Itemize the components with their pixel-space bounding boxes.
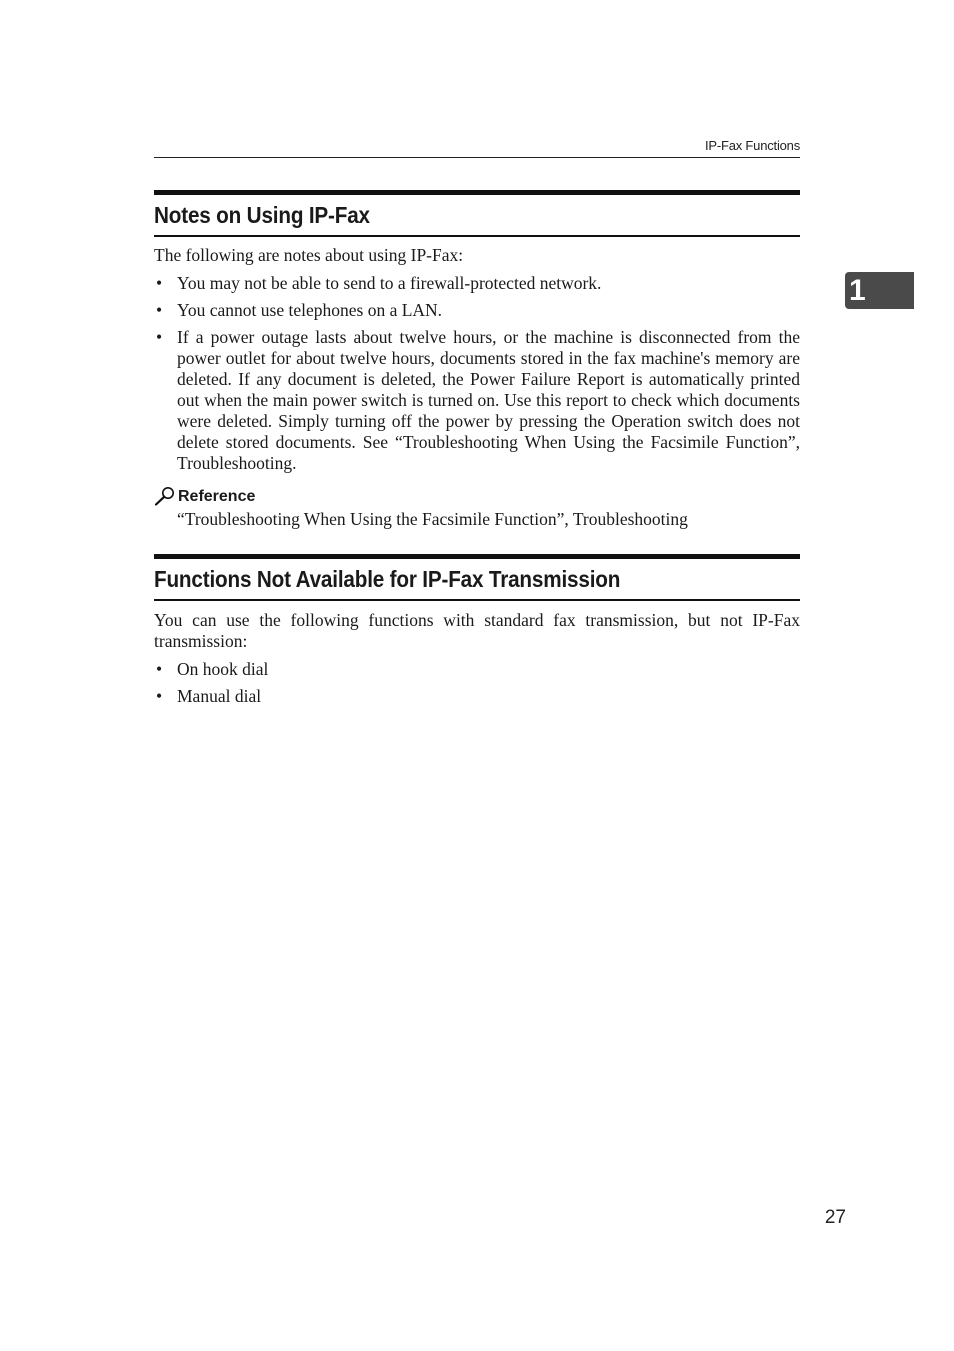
section-title: Functions Not Available for IP-Fax Transmission	[154, 566, 621, 592]
list-item: • If a power outage lasts about twelve hours, or the machine is disconnected from the power outlet for about twelve hours, documents stored in the fax machine's memory are deleted. If any document is deleted, the Power Failure Report is automatically printed out when the main power switch is turned on. Use this report to check which documents were deleted. Simply turning off the power by pressing the Operation switch does not delete stored documents. See “Troubleshooting When Using the Facsimile Function”, Troubleshooting.	[154, 327, 800, 474]
page-number: 27	[824, 1207, 846, 1228]
section-functions	[154, 554, 800, 707]
list-item: • Manual dial	[154, 686, 800, 707]
section-intro: The following are notes about using IP-Fax:	[154, 245, 464, 265]
notes-list	[154, 273, 800, 474]
reference-heading	[154, 486, 800, 506]
magnifier-icon	[154, 486, 176, 506]
list-item: • You may not be able to send to a firewall-protected network.	[154, 273, 800, 294]
reference-block	[154, 486, 800, 530]
section-title: Notes on Using IP-Fax	[154, 202, 370, 228]
section-title-bar	[154, 554, 800, 601]
list-item: • You cannot use telephones on a LAN.	[154, 300, 800, 321]
reference-label: Reference	[178, 488, 256, 505]
section-title-bar	[154, 190, 800, 237]
functions-list	[154, 659, 800, 707]
section-notes	[154, 190, 800, 530]
section-intro: You can use the following functions with standard fax transmission, but not IP-Fax transmission:	[154, 610, 800, 651]
chapter-tab: 1	[845, 272, 914, 309]
reference-text: “Troubleshooting When Using the Facsimile Function”, Troubleshooting	[177, 509, 688, 529]
list-item: • On hook dial	[154, 659, 800, 680]
running-header: IP-Fax Functions	[154, 138, 800, 158]
